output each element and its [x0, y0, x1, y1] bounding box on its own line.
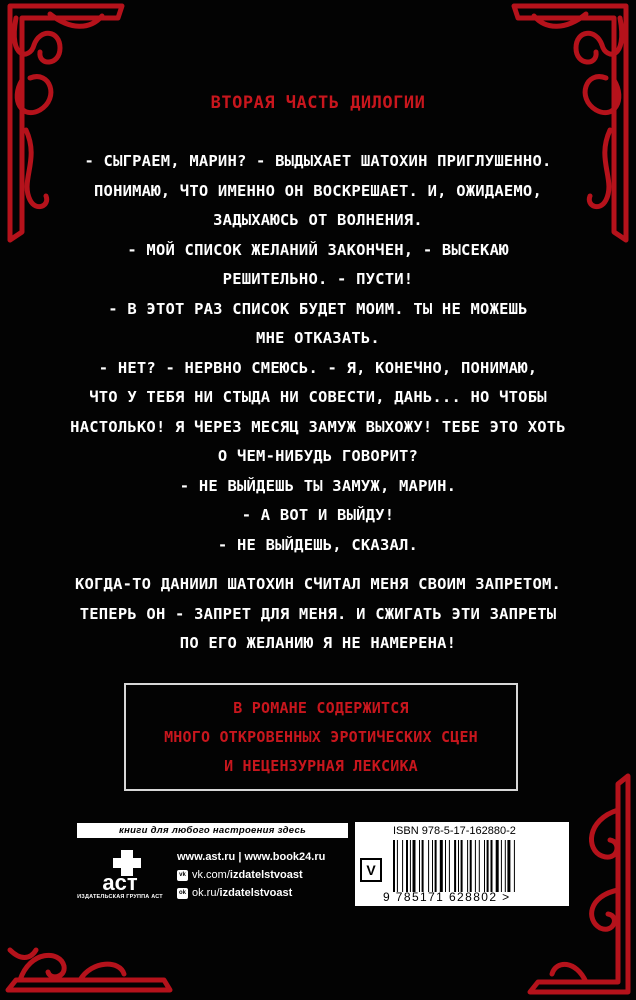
isbn-barcode-block	[355, 822, 569, 906]
blurb-line: - В ЭТОТ РАЗ СПИСОК БУДЕТ МОИМ. ТЫ НЕ МОЖЕШЬ	[108, 299, 528, 318]
barcode-bar	[484, 840, 485, 892]
barcode-bar	[501, 840, 502, 892]
logo-wordmark: аст	[102, 870, 138, 894]
age-rating-mark: V	[360, 858, 382, 882]
summary-line: КОГДА-ТО ДАНИИЛ ШАТОХИН СЧИТАЛ МЕНЯ СВОИМ ЗАПРЕТОМ.	[74, 575, 562, 593]
barcode-bar	[445, 840, 446, 892]
barcode-bar	[449, 840, 450, 892]
summary-line: ТЕПЕРЬ ОН - ЗАПРЕТ ДЛЯ МЕНЯ. И СЖИГАТЬ ЭТИ ЗАПРЕТЫ	[79, 604, 557, 623]
barcode-bar	[496, 840, 499, 892]
blurb-line: НАСТОЛЬКО! Я ЧЕРЕЗ МЕСЯЦ ЗАМУЖ ВЫХОЖУ! ТЕБЕ ЭТО ХОТЬ	[70, 417, 566, 436]
ok-link[interactable]	[192, 884, 292, 902]
warning-line: МНОГО ОТКРОВЕННЫХ ЭРОТИЧЕСКИХ СЦЕН	[164, 727, 478, 746]
ok-prefix: ok.ru/	[192, 887, 220, 899]
barcode-bar	[428, 840, 429, 892]
websites-row	[177, 848, 325, 866]
ok-row	[177, 884, 325, 902]
warning-line: В РОМАНЕ СОДЕРЖИТСЯ	[233, 698, 409, 717]
barcode-bar	[514, 840, 515, 892]
blurb-line: ПОНИМАЮ, ЧТО ИМЕННО ОН ВОСКРЕШАЕТ. И, ОЖИДАЕМО,	[94, 181, 542, 200]
blurb-line: - А ВОТ И ВЫЙДУ!	[241, 506, 395, 524]
publisher-links	[177, 848, 325, 902]
summary-line: ПО ЕГО ЖЕЛАНИЮ Я НЕ НАМЕРЕНА!	[179, 634, 457, 652]
barcode-bar	[470, 840, 472, 892]
barcode-bar	[491, 840, 493, 892]
blurb-line: - НЕ ВЫЙДЕШЬ, СКАЗАЛ.	[217, 535, 419, 554]
barcode-bar	[406, 840, 408, 892]
blurb-line: - НЕТ? - НЕРВНО СМЕЮСЬ. - Я, КОНЕЧНО, ПОНИМАЮ,	[98, 358, 538, 377]
barcode-bar	[397, 840, 398, 892]
content-warning-box	[124, 683, 518, 791]
isbn-number: ISBN 978-5-17-162880-2	[393, 825, 516, 837]
vk-icon: vk	[177, 870, 188, 881]
barcode-bar	[410, 840, 411, 892]
websites-link[interactable]: www.ast.ru | www.book24.ru	[177, 851, 326, 863]
warning-line: И НЕЦЕНЗУРНАЯ ЛЕКСИКА	[224, 756, 418, 775]
blurb-summary	[40, 570, 596, 659]
barcode-bar	[467, 840, 468, 892]
barcode-bar	[393, 840, 395, 892]
barcode-bar	[440, 840, 443, 892]
blurb-line: - МОЙ СПИСОК ЖЕЛАНИЙ ЗАКОНЧЕН, - ВЫСЕКАЮ	[127, 240, 509, 259]
blurb-line: ЗАДЫХАЮСЬ ОТ ВОЛНЕНИЯ.	[213, 211, 423, 229]
publisher-logo	[77, 844, 163, 910]
ast-logo-icon	[77, 844, 163, 894]
barcode-bar	[461, 840, 463, 892]
blurb-line: О ЧЕМ-НИБУДЬ ГОВОРИТ?	[217, 447, 419, 465]
barcode-digits: 9 785171 628802 >	[383, 890, 511, 904]
barcode-bar	[419, 840, 420, 892]
barcode-bar	[413, 840, 416, 892]
barcode-bar	[432, 840, 433, 892]
blurb-line: - СЫГРАЕМ, МАРИН? - ВЫДЫХАЕТ ШАТОХИН ПРИГЛУШЕННО.	[84, 152, 552, 170]
barcode-bar	[487, 840, 489, 892]
blurb-line: - НЕ ВЫЙДЕШЬ ТЫ ЗАМУЖ, МАРИН.	[179, 476, 457, 495]
logo-caption: ИЗДАТЕЛЬСКАЯ ГРУППА АСТ	[77, 894, 163, 900]
vk-handle: izdatelstvoast	[229, 869, 303, 881]
blurb-dialogue	[40, 147, 596, 560]
corner-ornament-bottom-left	[0, 930, 180, 1000]
vk-prefix: vk.com/	[192, 869, 230, 881]
series-subtitle: ВТОРАЯ ЧАСТЬ ДИЛОГИИ	[210, 93, 426, 113]
vk-row	[177, 866, 325, 884]
blurb-line: РЕШИТЕЛЬНО. - ПУСТИ!	[222, 270, 414, 288]
barcode-bar	[422, 840, 424, 892]
barcode-bar	[402, 840, 403, 892]
barcode-bar	[458, 840, 459, 892]
barcode-bar	[505, 840, 506, 892]
barcode-bar	[475, 840, 476, 892]
ok-handle: izdatelstvoast	[219, 887, 293, 899]
ok-icon: ok	[177, 888, 188, 899]
barcode-bar	[479, 840, 480, 892]
barcode-bar	[454, 840, 456, 892]
blurb-line: МНЕ ОТКАЗАТЬ.	[256, 329, 380, 347]
publisher-tagline: книги для любого настроения здесь	[77, 823, 348, 838]
blurb-line: ЧТО У ТЕБЯ НИ СТЫДА НИ СОВЕСТИ, ДАНЬ... НО ЧТОБЫ	[89, 388, 547, 406]
vk-link[interactable]	[192, 866, 303, 884]
barcode	[393, 840, 561, 892]
barcode-bar	[507, 840, 510, 892]
barcode-bar	[435, 840, 437, 892]
